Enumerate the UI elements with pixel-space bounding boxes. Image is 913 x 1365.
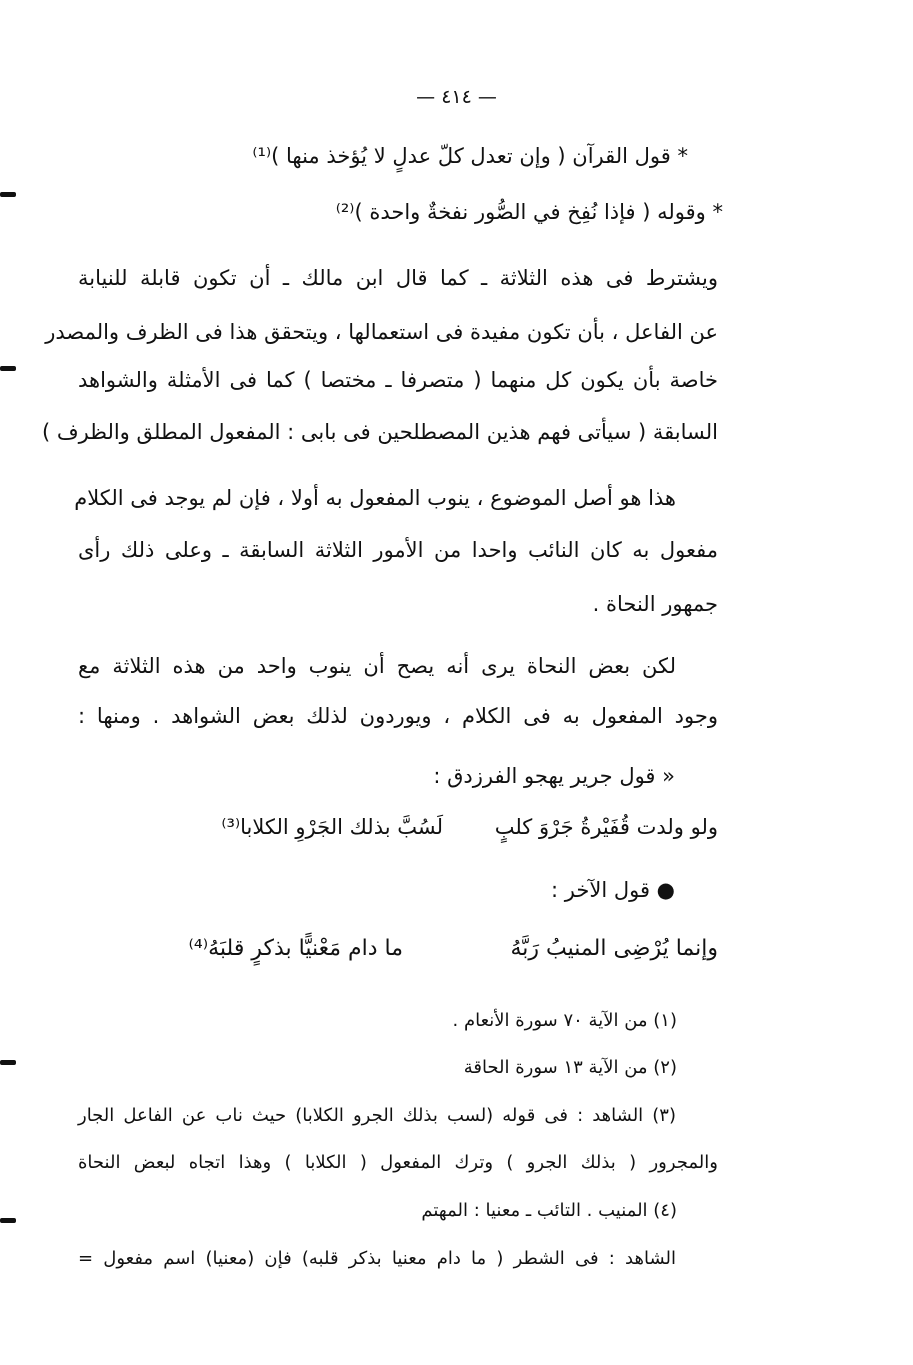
paragraph-line: هذا هو أصل الموضوع ، ينوب المفعول به أولا ، فإن لم يوجد فى الكلام (74, 486, 676, 510)
footnote: (٢) من الآية ١٣ سورة الحاقة (463, 1057, 677, 1078)
footnote: (٤) المنيب . التائب ـ معنيا : المهتم (421, 1200, 677, 1221)
verse-hemistich: لَسُبَّ بذلك الجَرْوِ الكلابا⁽³⁾ (221, 815, 443, 839)
margin-mark (0, 366, 16, 371)
footnote: والمجرور ( بذلك الجرو ) وترك المفعول ( الكلابا ) وهذا اتجاه لبعض النحاة (78, 1152, 718, 1173)
margin-mark (0, 192, 16, 197)
verse-hemistich: ولو ولدت قُفَيْرةُ جَرْوَ كلبٍ (494, 815, 718, 839)
paragraph-line: خاصة بأن يكون كل منهما ( متصرفا ـ مختصا ) كما فى الأمثلة والشواهد (78, 368, 718, 392)
footnote: (١) من الآية ٧٠ سورة الأنعام . (452, 1010, 677, 1031)
margin-mark (0, 1060, 16, 1065)
paragraph-line: لكن بعض النحاة يرى أنه يصح أن ينوب واحد من هذه الثلاثة مع (78, 654, 676, 678)
verse-hemistich: وإنما يُرْضِى المنيبُ رَبَّهُ (510, 936, 718, 961)
paragraph-line: ويشترط فى هذه الثلاثة ـ كما قال ابن مالك ـ أن تكون قابلة للنيابة (78, 266, 718, 290)
quran-quote-1: * قول القرآن ( وإن تعدل كلّ عدلٍ لا يُؤخذ منها )⁽¹⁾ (252, 144, 688, 168)
paragraph-line: وجود المفعول به فى الكلام ، ويوردون لذلك بعض الشواهد . ومنها : (78, 704, 718, 728)
poem-intro: ● قول الآخر : (551, 878, 675, 902)
paragraph-line: جمهور النحاة . (592, 592, 718, 616)
verse-hemistich: ما دام مَعْنيًّا بذكرٍ قلبَهُ⁽⁴⁾ (188, 936, 403, 961)
footnote: (٣) الشاهد : فى قوله (لسب بذلك الجرو الكلابا) حيث ناب عن الفاعل الجار (78, 1105, 676, 1126)
paragraph-line: عن الفاعل ، بأن تكون مفيدة فى استعمالها ، ويتحقق هذا فى الظرف والمصدر (45, 320, 718, 344)
margin-mark (0, 1218, 16, 1223)
page-number: — ٤١٤ — (416, 86, 497, 108)
poem-intro: « قول جرير يهجو الفرزدق : (433, 764, 675, 788)
paragraph-line: السابقة ( سيأتى فهم هذين المصطلحين فى بابى : المفعول المطلق والظرف ) (42, 420, 718, 444)
footnote: الشاهد : فى الشطر ( ما دام معنيا بذكر قلبه) فإن (معنيا) اسم مفعول = (78, 1248, 676, 1269)
quran-quote-2: * وقوله ( فإذا نُفِخ في الصُّور نفخةٌ واحدة )⁽²⁾ (335, 200, 723, 224)
paragraph-line: مفعول به كان النائب واحدا من الأمور الثلاثة السابقة ـ وعلى ذلك رأى (78, 538, 718, 562)
